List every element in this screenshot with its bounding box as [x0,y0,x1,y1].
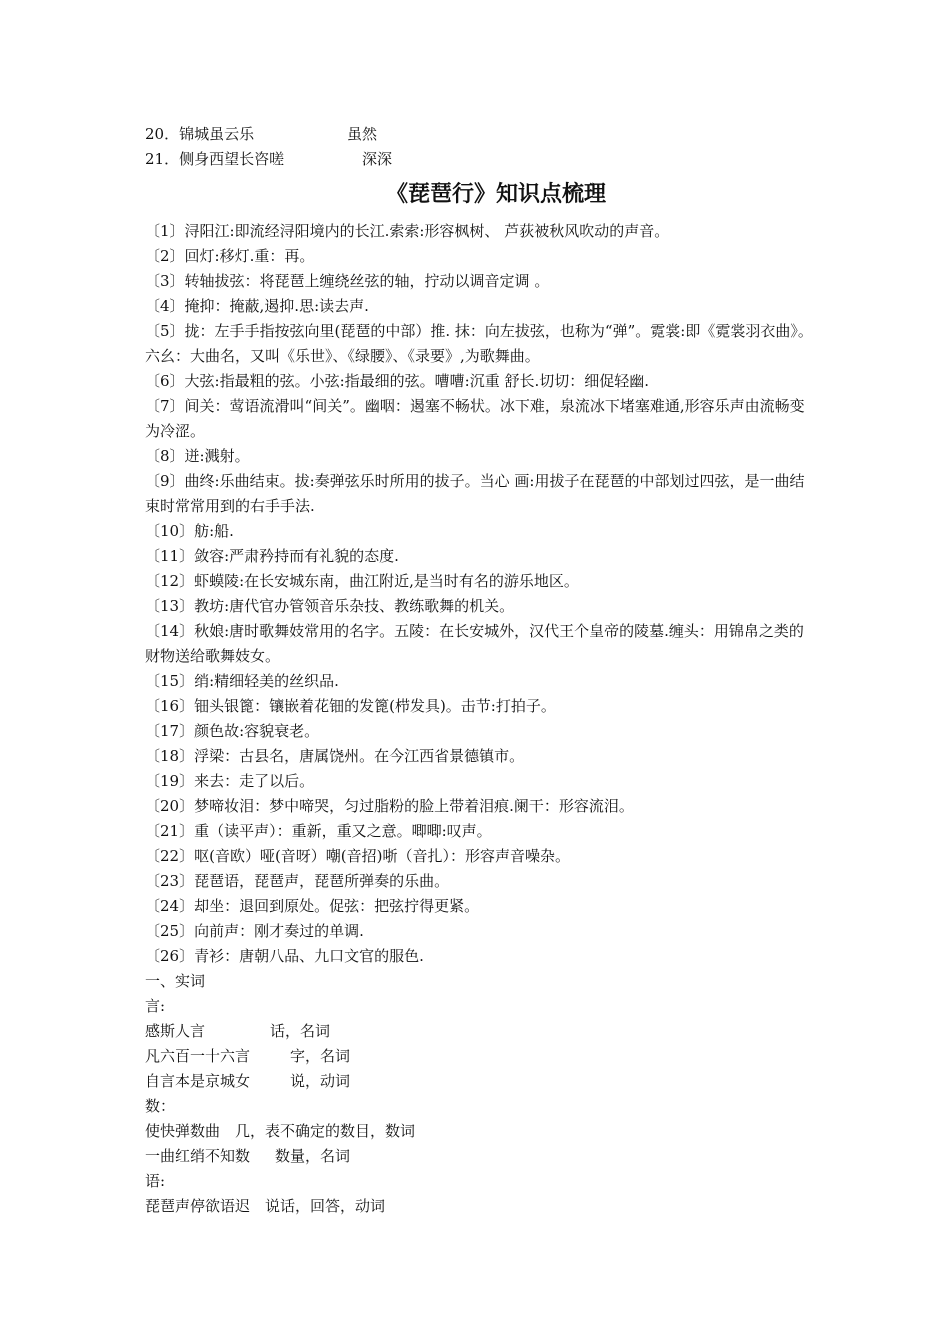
document-title: 《琵琶行》知识点梳理 [385,181,606,207]
vocab-meaning: 几，表不确定的数目，数词 [235,1122,416,1140]
note-item: 〔8〕迸:溅射。 [145,447,250,465]
note-item: 〔10〕舫:船. [145,522,234,540]
note-item: 〔25〕向前声：刚才奏过的单调. [145,922,364,940]
note-item: 〔2〕回灯:移灯.重：再。 [145,247,315,265]
note-item: 〔11〕敛容:严肃矜持而有礼貌的态度. [145,547,399,565]
vocab-row [145,1044,817,1069]
note-item: 〔5〕拢：左手手指按弦向里(琵琶的中部）推. 抹：向左拔弦，也称为“弹”。霓裳:即《霓裳羽衣曲》。六幺：大曲名，又叫《乐世》、《绿腰》、《录要》,为歌舞曲。 [145,322,813,365]
item-meaning: 深深 [362,150,393,168]
note-item: 〔20〕梦啼妆泪：梦中啼哭，匀过脂粉的脸上带着泪痕.阑干：形容流泪。 [145,797,634,815]
document-content [145,122,817,1219]
note-item: 〔3〕转轴拔弦：将琵琶上缠绕丝弦的轴，拧动以调音定调 。 [145,272,550,290]
vocab-meaning: 字，名词 [290,1047,351,1065]
section-heading: 一、实词 [145,972,206,990]
note-item: 〔14〕秋娘:唐时歌舞妓常用的名字。五陵：在长安城外，汉代王个皇帝的陵墓.缠头：用锦帛之类的财物送给歌舞妓女。 [145,622,804,665]
note-item: 〔21〕重（读平声）：重新，重又之意。唧唧:叹声。 [145,822,492,840]
vocab-example: 琵琶声停欲语迟 [145,1197,251,1215]
item-text: 21．侧身西望长咨嗟 [145,150,285,168]
vocab-meaning: 话，名词 [270,1022,331,1040]
note-item: 〔24〕却坐：退回到原处。促弦：把弦拧得更紧。 [145,897,480,915]
list-item [145,147,817,172]
vocab-meaning: 说话，回答，动词 [265,1197,386,1215]
vocab-example: 凡六百一十六言 [145,1047,251,1065]
note-item: 〔15〕绡:精细轻美的丝织品. [145,672,339,690]
vocab-meaning: 数量，名词 [275,1147,351,1165]
vocab-example: 使快弹数曲 [145,1122,221,1140]
vocab-row [145,1144,817,1169]
note-item: 〔4〕掩抑：掩蔽,遏抑.思:读去声. [145,297,369,315]
note-item: 〔26〕青衫：唐朝八品、九口文官的服色. [145,947,424,965]
vocab-row [145,1019,817,1044]
note-item: 〔16〕钿头银篦：镶嵌着花钿的发篦(栉发具)。击节:打拍子。 [145,697,556,715]
vocab-example: 一曲红绡不知数 [145,1147,251,1165]
note-item: 〔6〕大弦:指最粗的弦。小弦:指最细的弦。嘈嘈:沉重 舒长.切切：细促轻幽. [145,372,650,390]
vocab-heading: 语: [145,1172,166,1190]
vocab-heading: 数： [145,1097,176,1115]
notes-list [145,219,817,969]
vocab-example: 自言本是京城女 [145,1072,251,1090]
vocab-row [145,1069,817,1094]
note-item: 〔17〕颜色故:容貌衰老。 [145,722,320,740]
note-item: 〔7〕间关：莺语流滑叫“间关”。幽咽：遏塞不畅状。冰下难，泉流冰下堵塞难通,形容乐声由流畅变为冷涩。 [145,397,805,440]
vocab-meaning: 说，动词 [290,1072,351,1090]
list-item [145,122,817,147]
note-item: 〔9〕曲终:乐曲结束。拔:奏弹弦乐时所用的拔子。当心 画:用拔子在琵琶的中部划过四弦，是一曲结束时常常用到的右手手法. [145,472,805,515]
vocab-row [145,1194,817,1219]
vocab-row [145,1119,817,1144]
vocab-example: 感斯人言 [145,1022,206,1040]
item-text: 20．锦城虽云乐 [145,125,255,143]
note-item: 〔23〕琵琶语，琵琶声，琵琶所弹奏的乐曲。 [145,872,450,890]
note-item: 〔12〕虾蟆陵:在长安城东南，曲江附近,是当时有名的游乐地区。 [145,572,579,590]
note-item: 〔19〕来去：走了以后。 [145,772,315,790]
note-item: 〔22〕呕(音欧）哑(音呀）嘲(音招)哳（音扎）：形容声音噪杂。 [145,847,570,865]
note-item: 〔1〕浔阳江:即流经浔阳境内的长江.索索:形容枫树、 芦荻被秋风吹动的声音。 [145,222,670,240]
item-meaning: 虽然 [347,125,378,143]
vocab-heading: 言: [145,997,166,1015]
note-item: 〔18〕浮梁：古县名，唐属饶州。在今江西省景德镇市。 [145,747,525,765]
note-item: 〔13〕教坊:唐代官办管领音乐杂技、教练歌舞的机关。 [145,597,515,615]
